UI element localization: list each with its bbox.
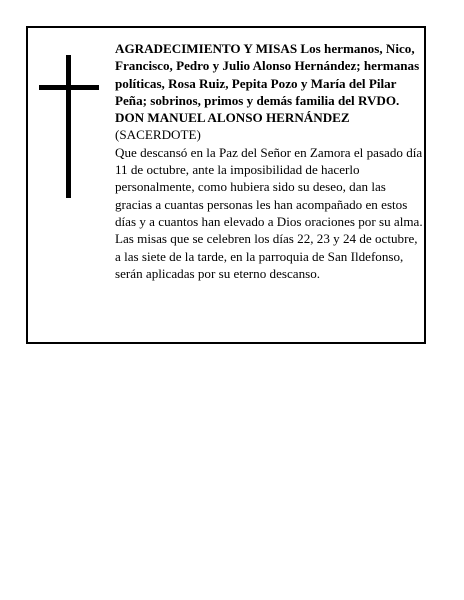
cross-vertical-bar xyxy=(66,55,71,198)
notice-text xyxy=(115,40,423,282)
notice-subtitle: (SACERDOTE) xyxy=(115,127,201,143)
notice-heading: AGRADECIMIENTO Y MISAS Los hermanos, Nico, Francisco, Pedro y Julio Alonso Hernández; hermanas políticas, Rosa Ruiz, Pepita Pozo y María del Pilar Peña; sobrinos, primos y demás familia del RVDO. DON MANUEL ALONSO HERNÁNDEZ xyxy=(115,41,420,126)
obituary-notice xyxy=(26,26,426,344)
notice-paragraph-masses: Las misas que se celebren los días 22, 23 y 24 de octubre, a las siete de la tarde, en la parroquia de San Ildefonso, serán aplicadas por su eterno descanso. xyxy=(115,231,418,281)
cross-icon xyxy=(39,55,99,198)
notice-paragraph-thanks: Que descansó en la Paz del Señor en Zamora el pasado día 11 de octubre, ante la imposibilidad de hacerlo personalmente, como hubiera sido su deseo, dan las gracias a cuantas personas les han acompañado en estos días y a cuantos han elevado a Dios oraciones por su alma. xyxy=(115,144,423,229)
cross-horizontal-bar xyxy=(39,85,99,90)
